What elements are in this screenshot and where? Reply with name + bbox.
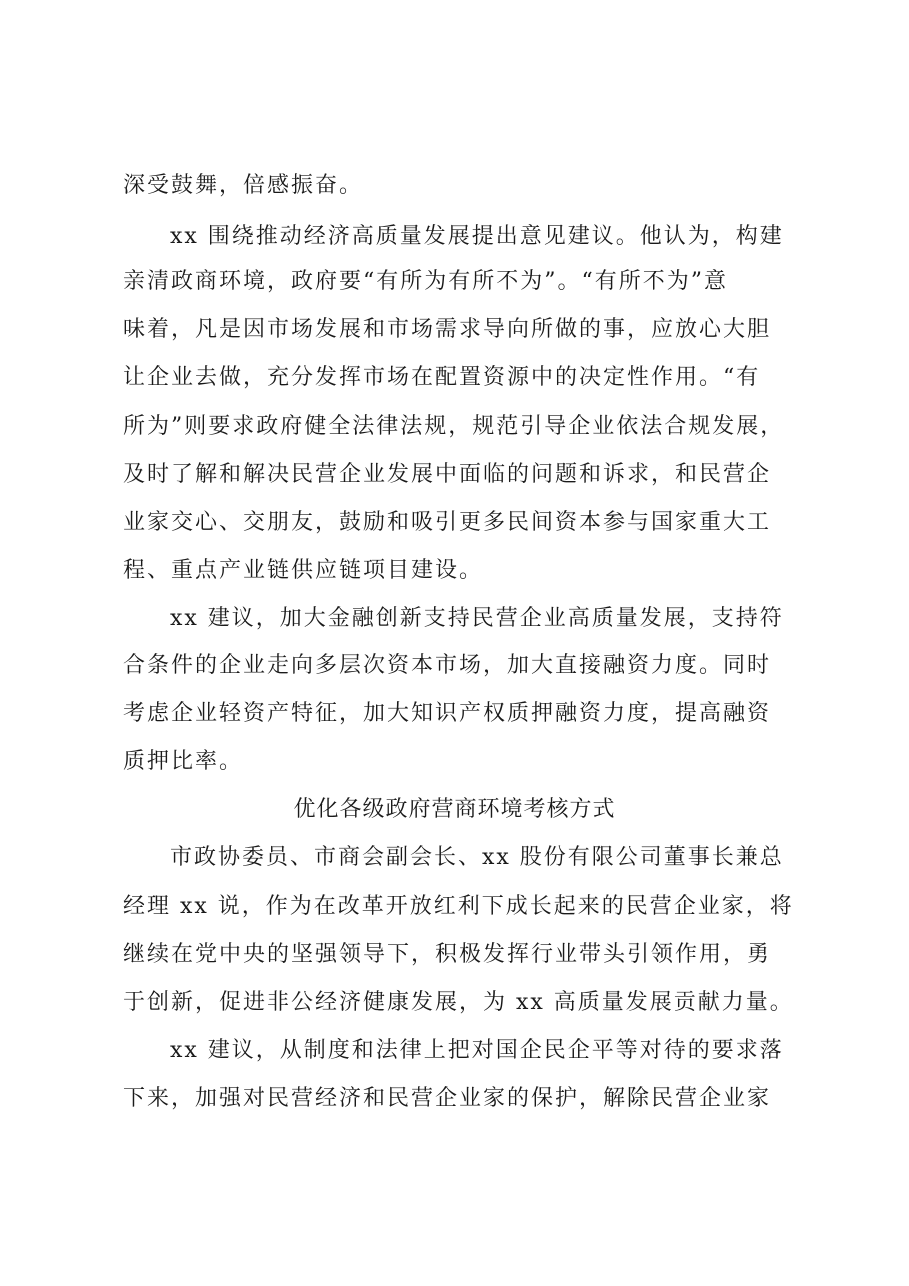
paragraph-line: xx 围绕推动经济高质量发展提出意见建议。他认为，构建 — [170, 224, 784, 249]
paragraph-line: 及时了解和解决民营企业发展中面临的问题和诉求，和民营企 — [123, 462, 772, 487]
paragraph-line: xx 建议，加大金融创新支持民营企业高质量发展，支持符 — [170, 606, 784, 631]
paragraph-line: 合条件的企业走向多层次资本市场，加大直接融资力度。同时 — [123, 653, 772, 678]
paragraph-line: 质押比率。 — [123, 749, 244, 774]
paragraph-line: 考虑企业轻资产特征，加大知识产权质押融资力度，提高融资 — [123, 701, 772, 726]
paragraph-line: 让企业去做，充分发挥市场在配置资源中的决定性作用。“有 — [123, 365, 761, 390]
paragraph-line: 下来，加强对民营经济和民营企业家的保护，解除民营企业家 — [123, 1086, 772, 1111]
paragraph-line: 经理 xx 说，作为在改革开放红利下成长起来的民营企业家，将 — [123, 894, 794, 919]
paragraph-line: 程、重点产业链供应链项目建设。 — [123, 558, 484, 583]
paragraph-line: 市政协委员、市商会副会长、xx 股份有限公司董事长兼总 — [170, 845, 784, 870]
paragraph-line: 继续在党中央的坚强领导下，积极发挥行业带头引领作用，勇 — [123, 942, 772, 967]
section-heading: 优化各级政府营商环境考核方式 — [293, 797, 616, 822]
paragraph-line: xx 建议，从制度和法律上把对国企民企平等对待的要求落 — [170, 1038, 784, 1063]
paragraph-line: 于创新，促进非公经济健康发展，为 xx 高质量发展贡献力量。 — [123, 990, 794, 1015]
paragraph-line: 所为”则要求政府健全法律法规，规范引导企业依法合规发展， — [123, 414, 785, 439]
paragraph-line: 味着，凡是因市场发展和市场需求导向所做的事，应放心大胆 — [123, 317, 772, 342]
paragraph-line: 业家交心、交朋友，鼓励和吸引更多民间资本参与国家重大工 — [123, 510, 772, 535]
paragraph-line: 亲清政商环境，政府要“有所为有所不为”。“有所不为”意 — [123, 269, 728, 294]
paragraph-line: 深受鼓舞，倍感振奋。 — [123, 173, 364, 198]
